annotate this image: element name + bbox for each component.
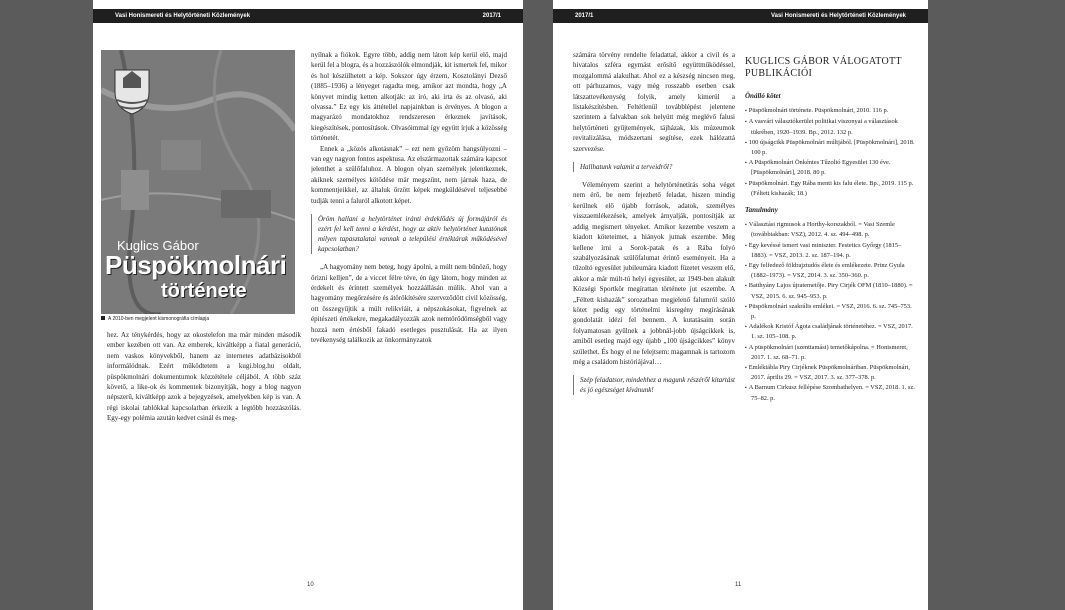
book-cover-image: [101, 50, 295, 314]
caption-bullet-icon: [101, 316, 105, 320]
list-item: ▪ Püspökmolnári története. Püspökmolnári, 2010. 116 p.: [745, 106, 917, 116]
books-heading: Önálló kötet: [745, 92, 781, 100]
list-item: ▪ A püspökmolnári (szenttamási) temetőkápolna. = Honismeret, 2017. 1. sz. 68–71. p.: [745, 343, 917, 362]
left-column-bottom: [107, 330, 301, 578]
list-item: ▪ Emléktábla Piry Cirjéknek Püspökmolnáriban. Püspökmolnári, 2017. április 29. = VSZ, 2017. 3. sz. 377–378. p.: [745, 363, 917, 382]
paragraph: Ennek a „közös alkotásnak” – ezt nem győzöm hangsúlyozni – van egy nagyon fontos aspektusa. Az elszármazottak számára kapcsot jelenthet a szülőfaluhoz. A blogon olyan személyek jelentkeznek, akiknek személyes kötődése már megszűnt, nem járnak haza, de kommentjeikkel, az általuk őrzött képek megküldésével teljesebbé tudják tenni a faluról alkotott képet.: [311, 144, 507, 205]
list-item: ▪ 100 újságcikk Püspökmolnári múltjából. [Püspökmolnári], 2018. 100 p.: [745, 138, 917, 157]
paragraph: számára törvény rendelte feladattal, akkor a civil és a hivatalos szféra egymást erősítő együttműködéssel, mozgalommá alakulhat. Ahol ez a készség nincsen meg, ott párhuzamos, vagy még rosszabb esetben csak látszattevékenység folyik, amely kimerül a listakészítésben. Feltétlenül továbblépést jelentene szerintem a falvakban sok helyütt még meglévő falusi helytörténeti gyűjtemények, tájházak, kis múzeumok revitalizálása, módszertani segítése, ezek hálózattá szervezése.: [573, 51, 735, 153]
publications-title: KUGLICS GÁBOR VÁLOGATOTT PUBLIKÁCIÓI: [745, 56, 902, 79]
list-item: ▪ Egy kevéssé ismert vasi miniszter. Festetics Győrgy (1815–1883). = VSZ, 2013. 2. sz. 187–194. p.: [745, 241, 917, 260]
right-page: [553, 0, 928, 610]
publications-list: [745, 84, 917, 404]
paragraph: „A hagyomány nem beteg, hogy ápolni, a múlt nem bűnöző, hogy őrizni kelljen”, de a viccet félre téve, én úgy látom, hogy minden az érdekelt és érintett személyek hozzáállásán múlik. Ahol van a hagyomány megőrzésére és átörökítésére szerveződött civil közösség, ott összegyűjtik a múlt relikviáit, a népszokásokat, figyelnek az épitészeti értékekre, megakadályozzák azok nemtörődömségből vagy hozzá nem értésből fakadó esetleges pusztulását. Ha az ilyen tevékenység találkozik az önkormányzatok: [311, 263, 507, 344]
cover-author: Kuglics Gábor: [117, 238, 199, 253]
closing-remark: Szép feladatsor, mindehhez a magunk részéről kitartást és jó egészséget kívánunk!: [573, 375, 735, 395]
cover-title-line2: története: [161, 280, 247, 302]
page-number: 10: [307, 582, 314, 588]
page-number: 11: [735, 582, 742, 588]
list-item: ▪ Püspökmolnári szakrális emlékei. = VSZ, 2016. 6. sz. 745–753. p.: [745, 302, 917, 321]
list-item: ▪ A Püspökmolnári Önkéntes Tűzoltó Egyesület 130 éve. [Püspökmolnári], 2018. 80 p.: [745, 158, 917, 177]
list-item: ▪ Választási rigmusok a Horthy-korszakból. = Vasi Szemle (továbbiakban: VSZ), 2012. 4. sz. 494–498. p.: [745, 220, 917, 239]
right-column: [311, 50, 507, 580]
list-item: ▪ Egy felfedező földrajztudós élete és emlékezete. Prinz Gyula (1882–1973). = VSZ, 2014. 3. sz. 350–360. p.: [745, 261, 917, 280]
left-page: [93, 0, 523, 610]
paragraph: Véleményem szerint a helytörténetírás soha véget nem érő, be nem fejezhető feladat, hiszen mindig kerülnek elő újabb források, adatok, személyes visszaemlékezések, amelyek árnyalják, pontosítják az addig megismert tényeket. Amikor kezembe veszem a kiadott köteteimet, a hiányok jutnak eszembe. Meg kellene írni a Sorok-patak és a Rába folyó szabályozásának szülőfalumat érintő eseményeit. Ha a tűzoltó egyesület jubileumára kiadott füzetet veszem elő, akkor a már múlt-tú helyi egyesület, az 1949-ben alakult Községi Sportkör megírattan története jut eszembe. A „Féltett kishazák” sorozatban megjelenő falumról szóló kötet pedig egy történelmi kisregény megírásának gondolatát idézi fel bennem. A kutatásaim során folyamatosan gyűlnek a jobbnál-jobb újságcikkek is, amiből esetleg majd egy újabb „100 újságcikkes” könyv születhet. És hogy el ne felejtsem: magamnak is tartozom még a családom históriájával…: [573, 181, 735, 366]
list-item: ▪ Adalékok Kristóf Ágota családjának történetéhez. = VSZ, 2017. 1. sz. 105–108. p.: [745, 322, 917, 341]
list-item: ▪ A vasvári választókerület politikai viszonyai a választások tükrében, 1920–1939. Bp., 2012. 132 p.: [745, 117, 917, 136]
running-header-left: [93, 9, 523, 23]
journal-title: Vasi Honismereti és Helytörténeti Közlemények: [770, 13, 906, 19]
list-item: ▪ A Barnum Cirkusz fellépése Szombathelyen. = VSZ, 2018. 1. sz. 75–82. p.: [745, 383, 917, 402]
cover-caption: [101, 316, 209, 322]
running-header-right: [553, 9, 928, 23]
list-item: ▪ Püspökmolnári. Egy Rába menti kis falu élete. Bp., 2019. 115 p. (Féltett kishazák; 18.): [745, 179, 917, 198]
interview-question: Hallhatunk valamit a terveidről?: [573, 162, 735, 172]
paragraph: hez. Az ténykérdés, hogy az okostelefon ma már minden második ember kezében ott van. Az emberek, kiváltképp a fiatal generáció, nem vaskos könyvekből, hanem az internetes adatbázisokból informálódnak. Ezért működtetem a kugi.blog.hu oldalt, püspökmolnári dokumentumok közzététele céljából. A több száz követő, a like-ok és kommentek bizonyítják, hogy a blog nagyon népszerű, kiváltképp azok a bejegyzések, amelyekben kép is van. A régi iskolai tablókkal kapcsolatban érkezik a legtöbb hozzászólás. Egy-egy polémia azután kedvet csinál és meg-: [107, 331, 301, 423]
studies-heading: Tanulmány: [745, 206, 778, 215]
list-item: ▪ Batthyány Lajos újratemetője. Piry Cirjék OFM (1810–1880). = VSZ, 2015. 6. sz. 945–953. p.: [745, 281, 917, 300]
issue-label: 2017/1: [482, 13, 501, 19]
journal-title: Vasi Honismereti és Helytörténeti Közlemények: [115, 13, 251, 19]
left-column: [573, 50, 735, 580]
caption-text: A 2010-ben megjelent kismonográfia címlapja: [108, 316, 210, 322]
cover-title-line1: Püspökmolnári: [105, 250, 287, 280]
interview-question: Öröm hallani a helytörténet iránti érdeklődés új formájáról és ezért fel kell tenni a kérdést, hogy az aktív helytörténet kutatónak milyen tapasztalatai vannak a települési értéktárak működésével kapcsolatban?: [311, 214, 507, 254]
paragraph: nyílnak a fiókok. Egyre több, addig nem látott kép kerül elő, majd kerül fel a blogra, és a hozzászólók elmondják, kit ismertek fel, mikor és hol készülhetett a kép. Sokszor úgy érzem, Kosztolányi Dezső (1885–1936) a lényeget ragadta meg, amikor azt mondta, hogy „A könyvet mindig ketten alkotják: az író, aki írta és az olvasó, aki olvassa.” Ez egy kis áttétellel napjainkban is érvényes. A blogon a magyarázó mondatokhoz rendszeresen érkeznek javítások, kiegészítések, pontosítások. Olvasóimmal így együtt írjuk a közösség történetét.: [311, 51, 507, 143]
coat-of-arms-icon: [115, 70, 149, 114]
issue-label: 2017/1: [575, 13, 594, 19]
